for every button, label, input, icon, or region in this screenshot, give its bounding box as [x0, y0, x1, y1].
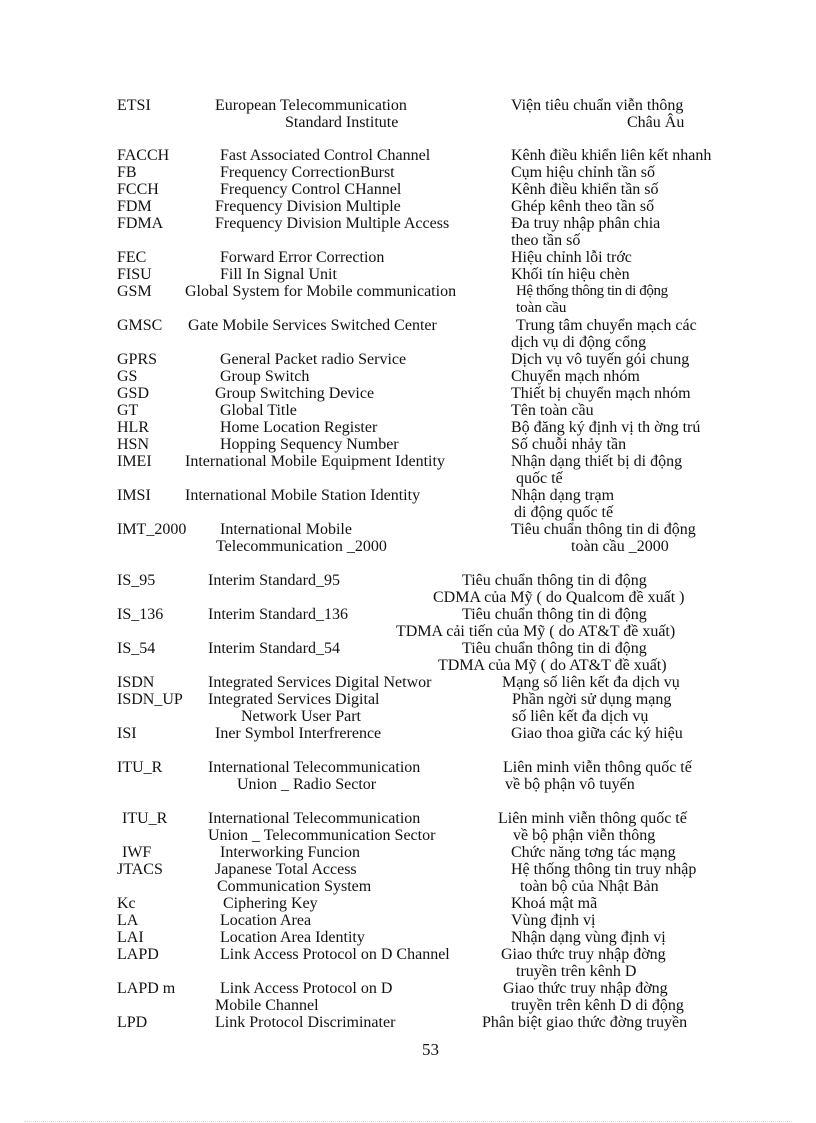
english-definition: Global System for Mobile communication — [185, 283, 457, 300]
abbreviation-term: ETSI — [117, 97, 151, 114]
english-definition: Forward Error Correction — [220, 249, 385, 266]
abbreviation-entry — [0, 844, 816, 861]
english-definition: Link Protocol Discriminater — [215, 1014, 396, 1031]
abbreviation-term: GMSC — [117, 317, 163, 334]
english-definition: Fast Associated Control Channel — [220, 147, 431, 164]
english-definition: Ciphering Key — [223, 895, 318, 912]
english-definition: Fill In Signal Unit — [220, 266, 337, 283]
abbreviation-term: IWF — [122, 844, 152, 861]
abbreviation-entry — [0, 640, 816, 657]
abbreviation-entry-continued — [0, 300, 816, 317]
abbreviation-entry — [0, 402, 816, 419]
english-definition: European Telecommunication — [215, 97, 407, 114]
english-definition: International Telecommunication — [208, 810, 421, 827]
english-definition: Standard Institute — [285, 114, 399, 131]
abbreviation-term: ISI — [117, 725, 137, 742]
abbreviation-entry — [0, 385, 816, 402]
english-definition: International Mobile — [220, 521, 352, 538]
vietnamese-definition: CDMA của Mỹ ( do Qualcom đề xuất ) — [433, 589, 685, 606]
vietnamese-definition: Liên minh viễn thông quốc tế — [503, 759, 692, 776]
abbreviation-entry — [0, 980, 816, 997]
abbreviation-entry-continued — [0, 114, 816, 131]
abbreviation-term: JTACS — [117, 861, 163, 878]
abbreviation-term: GSM — [117, 283, 152, 300]
abbreviation-entry — [0, 521, 816, 538]
vietnamese-definition: truyền trên kênh D di động — [511, 997, 684, 1014]
english-definition: Telecommunication _2000 — [216, 538, 387, 555]
vietnamese-definition: Hệ thống thông tin di động — [516, 283, 668, 299]
vietnamese-definition: về bộ phận vô tuyến — [505, 776, 635, 793]
abbreviation-term: ITU_R — [122, 810, 168, 827]
vietnamese-definition: toàn bộ của Nhật Bản — [520, 878, 659, 895]
vietnamese-definition: Kênh điều khiển tần số — [511, 181, 659, 198]
abbreviation-entry-continued — [0, 589, 816, 606]
vietnamese-definition: Vùng định vị — [511, 912, 596, 929]
abbreviation-entry-continued — [0, 776, 816, 793]
abbreviation-term: FDMA — [117, 215, 164, 232]
vietnamese-definition: Bộ đăng ký định vị th ờng trú — [511, 419, 701, 436]
abbreviation-entry — [0, 674, 816, 691]
abbreviation-term: ITU_R — [117, 759, 163, 776]
vietnamese-definition: Hệ thống thông tin truy nhập — [511, 861, 697, 878]
abbreviation-entry — [0, 895, 816, 912]
vietnamese-definition: Nhận dạng thiết bị di động — [511, 453, 683, 470]
abbreviation-entry-continued — [0, 878, 816, 895]
abbreviation-term: HLR — [117, 419, 149, 436]
abbreviation-entry — [0, 759, 816, 776]
abbreviation-term: ISDN — [117, 674, 155, 691]
abbreviation-term: LAPD m — [117, 980, 176, 997]
vietnamese-definition: Mạng số liên kết đa dịch vụ — [502, 674, 680, 691]
abbreviation-term: IMEI — [117, 453, 152, 470]
page-number: 53 — [422, 1040, 439, 1059]
abbreviation-entry — [0, 181, 816, 198]
vietnamese-definition: Nhận dạng trạm — [511, 487, 615, 504]
english-definition: Link Access Protocol on D Channel — [220, 946, 450, 963]
abbreviation-entry — [0, 1014, 816, 1031]
abbreviation-entry — [0, 419, 816, 436]
english-definition: Group Switch — [220, 368, 310, 385]
abbreviation-term: IMSI — [117, 487, 151, 504]
abbreviation-entry — [0, 249, 816, 266]
vietnamese-definition: Giao thức truy nhập đờng — [501, 946, 666, 963]
vietnamese-definition: Số chuỗi nhảy tần — [511, 436, 627, 453]
vietnamese-definition: Thiết bị chuyển mạch nhóm — [511, 385, 691, 402]
english-definition: Union _ Telecommunication Sector — [208, 827, 436, 844]
abbreviation-term: LA — [117, 912, 139, 929]
english-definition: Union _ Radio Sector — [237, 776, 377, 793]
abbreviation-entry — [0, 164, 816, 181]
vietnamese-definition: toàn cầu _2000 — [571, 538, 669, 555]
vietnamese-definition: Tiêu chuẩn thông tin di động — [462, 606, 647, 623]
english-definition: Hopping Sequency Number — [220, 436, 399, 453]
abbreviation-entry — [0, 912, 816, 929]
vietnamese-definition: Ghép kênh theo tần số — [511, 198, 655, 215]
abbreviation-entry — [0, 317, 816, 334]
english-definition: Group Switching Device — [215, 385, 375, 402]
abbreviation-entry — [0, 725, 816, 742]
abbreviation-entry-continued — [0, 334, 816, 351]
english-definition: Interworking Funcion — [220, 844, 360, 861]
vietnamese-definition: Tên toàn cầu — [511, 402, 594, 419]
abbreviation-entry-continued — [0, 657, 816, 674]
abbreviation-entry — [0, 368, 816, 385]
english-definition: Global Title — [220, 402, 297, 419]
abbreviation-entry-continued — [0, 470, 816, 487]
vietnamese-definition: Kênh điều khiển liên kết nhanh — [511, 147, 712, 164]
vietnamese-definition: Trung tâm chuyển mạch các — [516, 317, 697, 334]
english-definition: Link Access Protocol on D — [220, 980, 393, 997]
vietnamese-definition: Tiêu chuẩn thông tin di động — [462, 572, 647, 589]
english-definition: International Telecommunication — [208, 759, 421, 776]
page-bottom-divider — [24, 1121, 792, 1122]
english-definition: Interim Standard_54 — [208, 640, 340, 657]
vietnamese-definition: dịch vụ di động cổng — [511, 334, 647, 351]
vietnamese-definition: TDMA cải tiến của Mỹ ( do AT&T đề xuất) — [396, 623, 676, 640]
abbreviation-term: FDM — [117, 198, 152, 215]
abbreviation-entry — [0, 198, 816, 215]
vietnamese-definition: Khối tín hiệu chèn — [511, 266, 630, 283]
abbreviation-entry-continued — [0, 827, 816, 844]
abbreviation-term: GT — [117, 402, 139, 419]
abbreviation-term: LAPD — [117, 946, 159, 963]
abbreviation-term: GSD — [117, 385, 150, 402]
vietnamese-definition: Đa truy nhập phân chia — [511, 215, 661, 232]
abbreviation-term: IMT_2000 — [117, 521, 187, 538]
vietnamese-definition: Giao thức truy nhập đờng — [503, 980, 668, 997]
english-definition: Location Area Identity — [220, 929, 365, 946]
abbreviation-entry-continued — [0, 623, 816, 640]
abbreviation-entry — [0, 147, 816, 164]
vietnamese-definition: toàn cầu — [516, 300, 567, 316]
abbreviation-term: GS — [117, 368, 138, 385]
english-definition: Japanese Total Access — [215, 861, 357, 878]
vietnamese-definition: Chức năng tơng tác mạng — [511, 844, 676, 861]
vietnamese-definition: Khoá mật mã — [511, 895, 598, 912]
vietnamese-definition: Cụm hiệu chỉnh tần số — [511, 164, 655, 181]
english-definition: Home Location Register — [220, 419, 378, 436]
vietnamese-definition: Phân biệt giao thức đờng truyền — [482, 1014, 688, 1031]
vietnamese-definition: quốc tế — [516, 470, 563, 487]
english-definition: International Mobile Station Identity — [185, 487, 421, 504]
english-definition: Location Area — [220, 912, 312, 929]
english-definition: Interim Standard_95 — [208, 572, 340, 589]
vietnamese-definition: Giao thoa giữa các ký hiệu — [511, 725, 683, 742]
abbreviation-term: FB — [117, 164, 137, 181]
vietnamese-definition: số liên kết đa dịch vụ — [512, 708, 649, 725]
abbreviation-entry-continued — [0, 538, 816, 555]
abbreviation-entry-continued — [0, 708, 816, 725]
english-definition: General Packet radio Service — [220, 351, 407, 368]
abbreviation-entry — [0, 436, 816, 453]
english-definition: Integrated Services Digital — [208, 691, 380, 708]
abbreviation-entry — [0, 572, 816, 589]
abbreviation-term: FEC — [117, 249, 147, 266]
vietnamese-definition: Tiêu chuẩn thông tin di động — [462, 640, 647, 657]
abbreviation-term: GPRS — [117, 351, 158, 368]
vietnamese-definition: về bộ phận viễn thông — [513, 827, 656, 844]
abbreviation-entry — [0, 215, 816, 232]
abbreviation-term: IS_54 — [117, 640, 156, 657]
english-definition: Frequency Division Multiple Access — [215, 215, 450, 232]
abbreviation-entry — [0, 453, 816, 470]
vietnamese-definition: Phần ngời sử dụng mạng — [512, 691, 672, 708]
vietnamese-definition: Liên minh viễn thông quốc tế — [498, 810, 687, 827]
abbreviation-entry — [0, 266, 816, 283]
english-definition: Iner Symbol Interfrerence — [215, 725, 382, 742]
abbreviation-term: HSN — [117, 436, 150, 453]
abbreviation-entry — [0, 810, 816, 827]
vietnamese-definition: di động quốc tế — [514, 504, 614, 521]
abbreviation-entry — [0, 691, 816, 708]
english-definition: Integrated Services Digital Networ — [208, 674, 432, 691]
english-definition: Frequency CorrectionBurst — [220, 164, 395, 181]
abbreviation-term: Kc — [117, 895, 136, 912]
english-definition: Communication System — [217, 878, 372, 895]
abbreviation-entry-continued — [0, 963, 816, 980]
vietnamese-definition: Chuyển mạch nhóm — [511, 368, 640, 385]
abbreviation-term: FISU — [117, 266, 152, 283]
abbreviation-entry — [0, 946, 816, 963]
abbreviation-term: FACCH — [117, 147, 170, 164]
vietnamese-definition: Hiệu chỉnh lỗi trớc — [511, 249, 632, 266]
abbreviation-entry — [0, 351, 816, 368]
vietnamese-definition: Viện tiêu chuẩn viễn thông — [511, 97, 684, 114]
english-definition: International Mobile Equipment Identity — [185, 453, 445, 470]
abbreviation-entry-continued — [0, 997, 816, 1014]
vietnamese-definition: truyền trên kênh D — [516, 963, 637, 980]
vietnamese-definition: Châu Âu — [627, 114, 685, 131]
abbreviation-entry — [0, 929, 816, 946]
abbreviation-term: FCCH — [117, 181, 159, 198]
abbreviation-term: ISDN_UP — [117, 691, 183, 708]
abbreviation-entry — [0, 606, 816, 623]
english-definition: Network User Part — [241, 708, 361, 725]
abbreviation-entry-continued — [0, 232, 816, 249]
abbreviation-entry — [0, 283, 816, 300]
abbreviation-entry-continued — [0, 504, 816, 521]
vietnamese-definition: Dịch vụ vô tuyến gói chung — [511, 351, 690, 368]
abbreviation-term: IS_95 — [117, 572, 156, 589]
vietnamese-definition: TDMA của Mỹ ( do AT&T đề xuất) — [438, 657, 667, 674]
english-definition: Mobile Channel — [215, 997, 319, 1014]
english-definition: Frequency Control CHannel — [220, 181, 402, 198]
vietnamese-definition: theo tần số — [511, 232, 581, 249]
abbreviation-entry — [0, 861, 816, 878]
english-definition: Frequency Division Multiple — [215, 198, 401, 215]
vietnamese-definition: Nhận dạng vùng định vị — [511, 929, 666, 946]
abbreviation-entry — [0, 487, 816, 504]
abbreviation-entry — [0, 97, 816, 114]
abbreviation-term: LAI — [117, 929, 144, 946]
vietnamese-definition: Tiêu chuẩn thông tin di động — [511, 521, 696, 538]
english-definition: Interim Standard_136 — [208, 606, 348, 623]
english-definition: Gate Mobile Services Switched Center — [188, 317, 437, 334]
abbreviation-term: LPD — [117, 1014, 148, 1031]
abbreviation-term: IS_136 — [117, 606, 164, 623]
